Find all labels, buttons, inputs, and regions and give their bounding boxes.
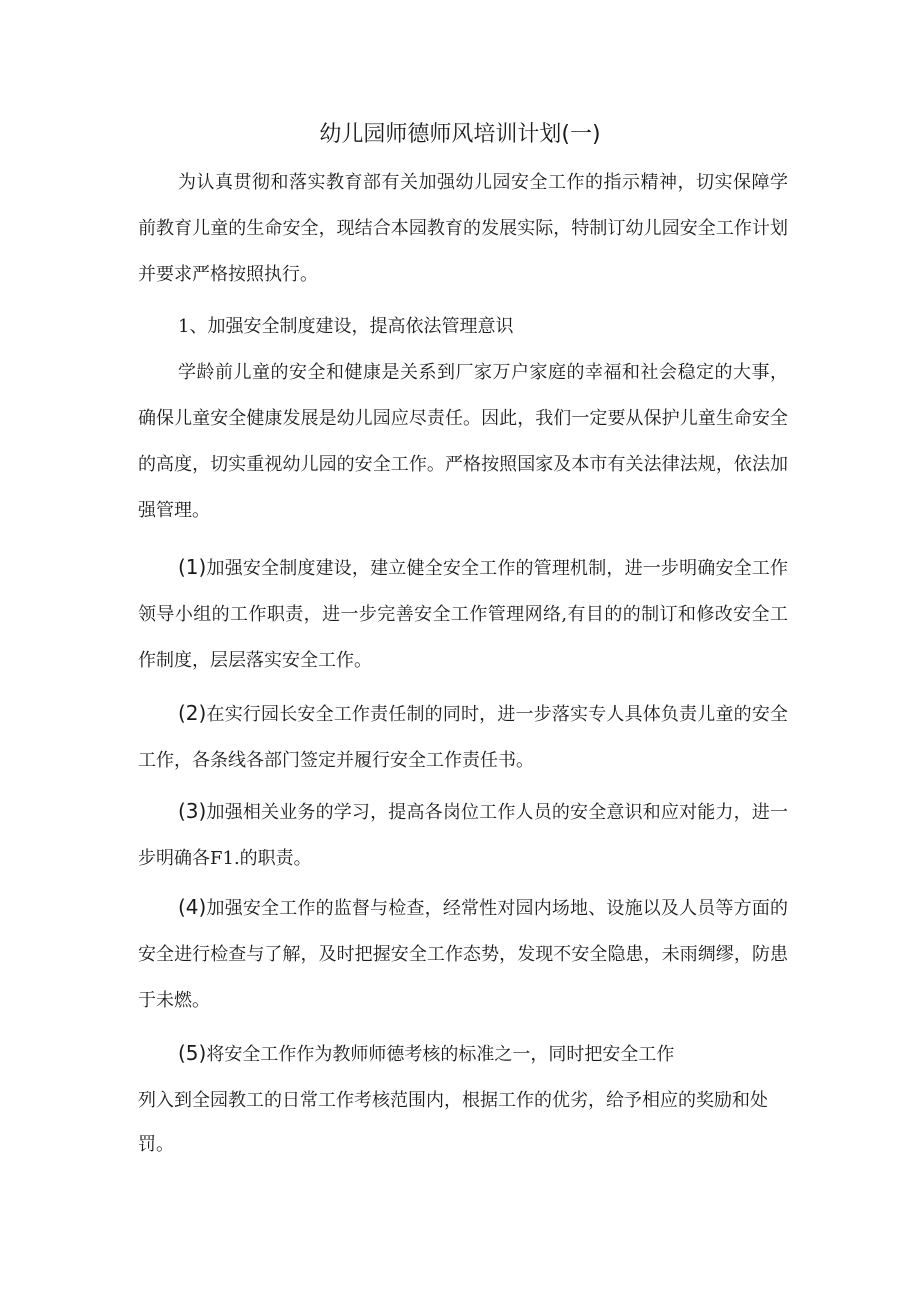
section-1-body: 学龄前儿童的安全和健康是关系到厂家万户家庭的幸福和社会稳定的大事，确保儿童安全健康发展是幼儿园应尽责任。因此，我们一定要从保护儿童生命安全的高度，切实重视幼儿园的安全工作。严格按照国家及本市有关法律法规，依法加强管理。 (138, 362, 788, 521)
list-item-number: (1) (178, 555, 207, 579)
list-item-text: 加强安全制度建设，建立健全安全工作的管理机制，进一步明确安全工作领导小组的工作职责，进一步完善安全工作管理网络,有目的的制订和修改安全工作制度，层层落实安全工作。 (138, 558, 788, 671)
list-item-number: (2) (178, 701, 207, 725)
list-item-number: (5) (178, 1041, 207, 1065)
intro-paragraph: 为认真贯彻和落实教育部有关加强幼儿园安全工作的指示精神，切实保障学前教育儿童的生命安全，现结合本园教育的发展实际，特制订幼儿园安全工作计划并要求严格按照执行。 (138, 172, 788, 285)
list-item-text: 在实行园长安全工作责任制的同时，进一步落实专人具体负责儿童的安全工作，各条线各部门签定并履行安全工作责任书。 (138, 704, 788, 771)
list-item-5-continuation-end: 罚。 (138, 1134, 174, 1155)
list-item-text: 将安全工作作为教师师德考核的标准之一，同时把安全工作 (206, 1044, 675, 1065)
page-title: 幼儿园师德师风培训计划(一) (319, 122, 601, 147)
list-item-1 (138, 544, 788, 684)
list-item-3 (138, 788, 788, 882)
list-item-number: (4) (178, 895, 207, 919)
section-1-heading: 1、加强安全制度建设，提高依法管理意识 (178, 316, 514, 337)
list-item-5 (178, 1030, 674, 1078)
list-item-text: 加强相关业务的学习，提高各岗位工作人员的安全意识和应对能力，进一步明确各F1.的职责。 (138, 802, 788, 869)
list-item-5-continuation: 列入到全园教工的日常工作考核范围内，根据工作的优劣，给予相应的奖励和处 (138, 1090, 768, 1111)
list-item-text: 加强安全工作的监督与检查，经常性对园内场地、设施以及人员等方面的安全进行检查与了解，及时把握安全工作态势，发现不安全隐患，未雨绸缪，防患于未燃。 (138, 898, 788, 1011)
list-item-2 (138, 690, 788, 784)
list-item-number: (3) (178, 799, 207, 823)
list-item-4 (138, 884, 788, 1024)
